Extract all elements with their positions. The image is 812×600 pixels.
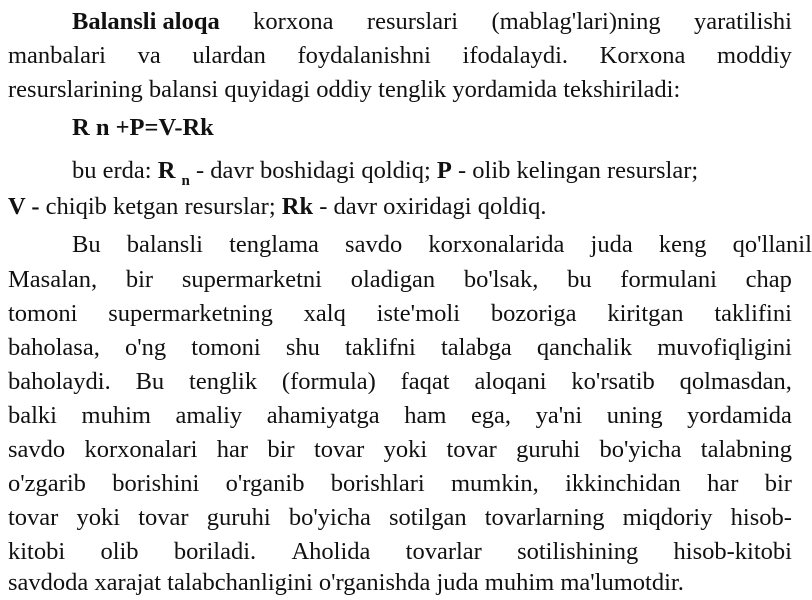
word: savdo: [345, 231, 403, 258]
word: tovar: [8, 504, 59, 531]
word: bozoriga: [490, 300, 577, 327]
word: bu: [567, 266, 592, 293]
word: hisob-: [730, 504, 792, 531]
paragraph-1-line-2: [8, 39, 792, 73]
word: qolmasdan,: [679, 368, 792, 395]
word: manbalari: [8, 42, 106, 69]
word: bo'yicha: [599, 436, 682, 463]
word: Bu: [72, 231, 101, 258]
word: Aholida: [291, 538, 371, 565]
paragraph-2-last-line: savdoda xarajat talabchanligini o'rganishda juda muhim ma'lumotdir.: [8, 569, 684, 596]
word: xalq: [303, 300, 346, 327]
symbol-v-description: chiqib ketgan resurslar;: [45, 193, 276, 220]
paragraph-2-line-4: [8, 331, 792, 365]
word: keng: [658, 231, 707, 258]
word: moddiy: [717, 42, 792, 69]
word: qanchalik: [536, 334, 633, 361]
word: bir: [125, 266, 154, 293]
word: har: [216, 436, 249, 463]
word: talabning: [700, 436, 792, 463]
word: faqat: [400, 368, 450, 395]
symbol-r: R: [157, 157, 176, 184]
word: sotilgan: [388, 504, 467, 531]
symbol-p-description: - olib kelingan resurslar;: [458, 157, 699, 184]
term-balansli-aloqa: Balansli aloqa: [72, 8, 220, 35]
word: yoki: [76, 504, 121, 531]
word: tovarlar: [405, 538, 482, 565]
word: ahamiyatga: [266, 402, 380, 429]
word: ikkinchidan: [565, 470, 681, 497]
paragraph-2-line-6: [8, 399, 792, 433]
paragraph-2-line-9: [8, 501, 792, 535]
word: bir: [267, 436, 295, 463]
word: korxona: [253, 8, 334, 35]
word: balki: [8, 402, 57, 429]
word: yordamida: [687, 402, 792, 429]
word: tovar: [138, 504, 189, 531]
symbol-p: P: [436, 157, 452, 184]
word: muvofiqligini: [657, 334, 792, 361]
formula-text: R n +P=V-Rk: [72, 114, 214, 141]
word: Bu: [135, 368, 165, 395]
definitions-line-2: [8, 190, 792, 224]
word: (mablag'lari)ning: [491, 8, 661, 35]
word: yoki: [383, 436, 428, 463]
word: o'rganib: [225, 470, 305, 497]
paragraph-2-line-7: [8, 433, 792, 467]
paragraph-2-line-8: [8, 467, 792, 501]
paragraph-1-line-1: [72, 5, 792, 39]
paragraph-2-line-3: [8, 297, 792, 331]
word: uning: [606, 402, 663, 429]
word: tenglik: [189, 368, 258, 395]
symbol-rk: Rk: [281, 193, 314, 220]
word: olib: [100, 538, 139, 565]
word: o'ng: [124, 334, 167, 361]
word: shu: [285, 334, 320, 361]
paragraph-2-line-10: [8, 535, 792, 569]
word: (formula): [281, 368, 376, 395]
word: savdo: [8, 436, 66, 463]
word: foydalanishni: [297, 42, 431, 69]
word: oladigan: [350, 266, 436, 293]
word: ko'rsatib: [571, 368, 655, 395]
word: hisob-kitobi: [673, 538, 792, 565]
word: formulani: [620, 266, 717, 293]
word: amaliy: [175, 402, 243, 429]
word: ifodalaydi.: [462, 42, 568, 69]
word: juda: [590, 231, 633, 258]
word: va: [137, 42, 161, 69]
paragraph-1-line-3: resurslarining balansi quyidagi oddiy tenglik yordamida tekshiriladi:: [8, 76, 681, 103]
word: ya'ni: [535, 402, 583, 429]
symbol-r-description: - davr boshidagi qoldiq;: [196, 157, 431, 184]
word: tomoni: [8, 300, 78, 327]
paragraph-2-line-2: [8, 263, 792, 297]
word: Masalan,: [8, 266, 98, 293]
word: bir: [764, 470, 792, 497]
definitions-line-1: [72, 154, 792, 188]
word: tovar: [446, 436, 497, 463]
word: taklifini: [714, 300, 792, 327]
word: bo'yicha: [288, 504, 371, 531]
word: tomoni: [191, 334, 261, 361]
word: muhim: [81, 402, 151, 429]
word: o'zgarib: [8, 470, 86, 497]
word: taklifni: [345, 334, 416, 361]
word: guruhi: [516, 436, 581, 463]
word: borishini: [112, 470, 200, 497]
formula: [72, 111, 792, 145]
word: kitobi: [8, 538, 66, 565]
paragraph-2-line-5: [8, 365, 792, 399]
word: tenglama: [229, 231, 319, 258]
word: bo'lsak,: [463, 266, 539, 293]
word: Korxona: [599, 42, 686, 69]
word: baholasa,: [8, 334, 100, 361]
word: iste'moli: [376, 300, 461, 327]
word: tovarlarning: [484, 504, 605, 531]
word: mumkin,: [450, 470, 539, 497]
word: har: [707, 470, 739, 497]
symbol-v: V -: [8, 193, 40, 220]
word: supermarketning: [108, 300, 273, 327]
word: yaratilishi: [694, 8, 792, 35]
word: korxonalarida: [428, 231, 565, 258]
word: boriladi.: [173, 538, 257, 565]
word: guruhi: [206, 504, 271, 531]
word: tovar: [313, 436, 365, 463]
word: qo'llanil: [732, 231, 812, 258]
word: supermarketni: [181, 266, 322, 293]
word: miqdoriy: [622, 504, 713, 531]
word: talabga: [440, 334, 512, 361]
word: borishlari: [330, 470, 425, 497]
symbol-rk-description: - davr oxiridagi qoldiq.: [319, 193, 547, 220]
word: sotilishining: [517, 538, 639, 565]
word: ham: [404, 402, 447, 429]
word: korxonalari: [84, 436, 198, 463]
symbol-r-subscript: n: [181, 173, 190, 189]
paragraph-2-line-1: [72, 228, 812, 262]
word: baholaydi.: [8, 368, 111, 395]
word: chap: [745, 266, 792, 293]
word: aloqani: [474, 368, 547, 395]
word: ega,: [470, 402, 512, 429]
definitions-prefix: bu erda:: [72, 157, 152, 184]
word: resurslari: [366, 8, 459, 35]
word: ulardan: [192, 42, 266, 69]
word: kiritgan: [607, 300, 684, 327]
word: balansli: [126, 231, 203, 258]
